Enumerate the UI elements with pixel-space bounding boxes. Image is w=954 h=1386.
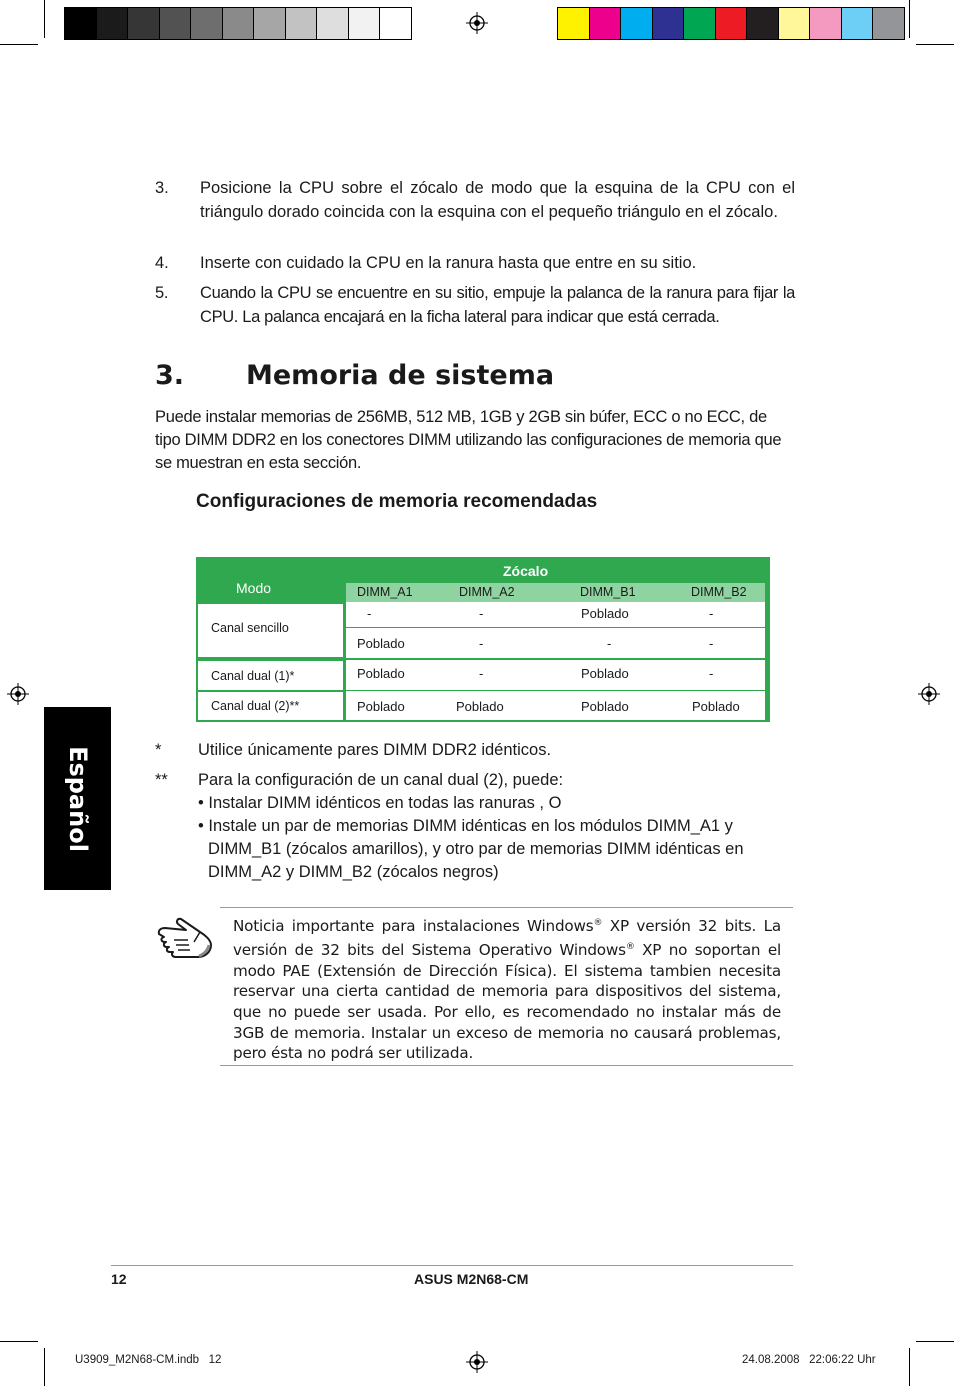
mode-cell-single — [198, 604, 343, 657]
color-swatch — [65, 8, 97, 39]
registration-mark-left — [7, 683, 29, 705]
crop-mark-top-right-v — [909, 0, 910, 38]
color-swatch — [191, 8, 223, 39]
language-side-tab — [44, 707, 111, 890]
color-swatch — [653, 8, 685, 39]
footnote-bullet-1: • Instalar DIMM idénticos en todas las ranuras , O — [198, 794, 562, 812]
color-swatch — [558, 8, 590, 39]
color-swatch — [223, 8, 255, 39]
subsection-title: Configuraciones de memoria recomendadas — [196, 491, 598, 512]
table-cell: - — [709, 636, 714, 651]
step-text: Cuando la CPU se encuentre en su sitio, empuje la palanca de la ranura para fijar la CPU. La palanca encajará en la ficha lateral para indicar que está cerrada. — [200, 284, 795, 326]
color-swatch — [716, 8, 748, 39]
mode-cell-dual-1 — [198, 661, 343, 690]
table-cell: - — [709, 606, 714, 621]
registered-mark: ® — [593, 918, 603, 928]
crop-mark-bottom-right-h — [916, 1341, 954, 1342]
footnote-1-text: Utilice únicamente pares DIMM DDR2 idénticos. — [198, 741, 552, 759]
color-swatch — [810, 8, 842, 39]
note-part-1: Noticia importante para instalaciones Windows — [233, 917, 594, 936]
color-swatch — [317, 8, 349, 39]
note-part-2: XP versión 32 bits. La versión de 32 bits del Sistema Operativo Windows — [233, 917, 781, 959]
note-rule-top — [220, 907, 793, 908]
pointing-hand-icon — [156, 912, 216, 960]
mode-cell-dual-2 — [198, 692, 343, 720]
color-swatch — [842, 8, 874, 39]
table-cell: - — [709, 666, 714, 681]
row-divider — [346, 690, 765, 691]
socket-header: Zócalo — [503, 563, 549, 579]
mode-header: Modo — [236, 580, 272, 596]
slug-file: U3909_M2N68-CM.indb 12 — [75, 1354, 222, 1366]
color-swatch — [349, 8, 381, 39]
mode-label: Canal dual (2)** — [211, 699, 300, 713]
intro-paragraph: Puede instalar memorias de 256MB, 512 MB, 1GB y 2GB sin búfer, ECC o no ECC, de tipo DIMM DDR2 en los conectores DIMM utilizando las configuraciones de memoria que se muestran en esta sección. — [155, 408, 782, 472]
table-cell: Poblado — [357, 666, 405, 681]
step-number: 5. — [155, 284, 169, 302]
note-rule-bottom — [220, 1065, 793, 1066]
row-divider — [346, 627, 765, 628]
slug-date: 24.08.2008 22:06:22 Uhr — [742, 1354, 876, 1366]
step-number: 3. — [155, 179, 169, 197]
product-name: ASUS M2N68-CM — [414, 1271, 529, 1287]
crop-mark-bottom-left-h — [0, 1341, 38, 1342]
col-header-dimm-a2: DIMM_A2 — [459, 585, 515, 599]
step-5 — [155, 281, 795, 329]
color-swatch — [380, 8, 411, 39]
color-swatch — [254, 8, 286, 39]
footnote-2-text: Para la configuración de un canal dual (2), puede: — [198, 771, 564, 789]
language-label: Español — [63, 745, 92, 852]
color-swatch — [160, 8, 192, 39]
table-cell: Poblado — [357, 699, 405, 714]
color-swatch — [747, 8, 779, 39]
registered-mark: ® — [625, 941, 635, 952]
table-cell: - — [479, 636, 484, 651]
color-swatch — [684, 8, 716, 39]
registration-mark-top — [466, 12, 488, 34]
note-text — [233, 913, 781, 1064]
footnote-bullet-2-line-1: • Instale un par de memorias DIMM idénticas en los módulos DIMM_A1 y — [198, 817, 733, 835]
footnote-bullet-2-line-2: DIMM_B1 (zócalos amarillos), y otro par de memorias DIMM idénticas en — [208, 840, 744, 858]
note-part-3: XP no soportan el modo PAE (Extensión de Dirección Física). El sistema tambien necesita reservar una cierta cantidad de memoria para dispositivos del sistema, que no puede ser usada. Por ello, es recomendado no instalar más de 3GB de memoria. Instalar un exceso de memoria no causará problemas, pero ésta no podrá ser utilizada. — [233, 940, 781, 1063]
color-swatch — [873, 8, 904, 39]
crop-mark-bottom-left-v — [44, 1348, 45, 1386]
color-swatch — [590, 8, 622, 39]
col-header-dimm-b1: DIMM_B1 — [580, 585, 636, 599]
table-cell: Poblado — [581, 606, 629, 621]
section-title: Memoria de sistema — [246, 360, 555, 391]
crop-mark-top-left-v — [44, 0, 45, 38]
step-text: Inserte con cuidado la CPU en la ranura hasta que entre en su sitio. — [200, 254, 697, 272]
table-cell: - — [367, 606, 372, 621]
grayscale-bar — [64, 7, 412, 40]
col-header-dimm-b2: DIMM_B2 — [691, 585, 747, 599]
crop-mark-top-left-h — [0, 44, 38, 45]
footnote-2-mark: ** — [155, 771, 168, 789]
footnote-bullet-2-line-3: DIMM_A2 y DIMM_B2 (zócalos negros) — [208, 863, 499, 881]
color-swatch — [779, 8, 811, 39]
mode-label: Canal dual (1)* — [211, 669, 295, 683]
page-number: 12 — [111, 1271, 127, 1287]
registration-mark-right — [918, 683, 940, 705]
color-swatch — [97, 8, 129, 39]
step-number: 4. — [155, 254, 169, 272]
mode-label: Canal sencillo — [211, 621, 289, 635]
table-cell: Poblado — [357, 636, 405, 651]
table-cell: Poblado — [692, 699, 740, 714]
footnote-1-mark: * — [155, 741, 162, 759]
row-divider — [346, 658, 765, 660]
footer-rule — [111, 1265, 793, 1266]
table-cell: Poblado — [581, 666, 629, 681]
section-number: 3. — [155, 360, 185, 391]
crop-mark-top-right-h — [916, 44, 954, 45]
col-header-dimm-a1: DIMM_A1 — [357, 585, 413, 599]
table-cell: Poblado — [456, 699, 504, 714]
table-cell: - — [479, 606, 484, 621]
step-text: Posicione la CPU sobre el zócalo de modo que la esquina de la CPU con el triángulo dorado coincida con la esquina con el pequeño triángulo en el zócalo. — [200, 179, 795, 221]
step-3 — [155, 176, 795, 224]
color-swatch — [621, 8, 653, 39]
table-cell: - — [607, 636, 612, 651]
registration-mark-bottom — [466, 1351, 488, 1373]
crop-mark-bottom-right-v — [909, 1348, 910, 1386]
section-heading — [155, 360, 554, 391]
color-swatch — [286, 8, 318, 39]
table-cell: - — [479, 666, 484, 681]
table-cell: Poblado — [581, 699, 629, 714]
color-bar — [557, 7, 905, 40]
color-swatch — [128, 8, 160, 39]
step-4 — [155, 251, 795, 275]
